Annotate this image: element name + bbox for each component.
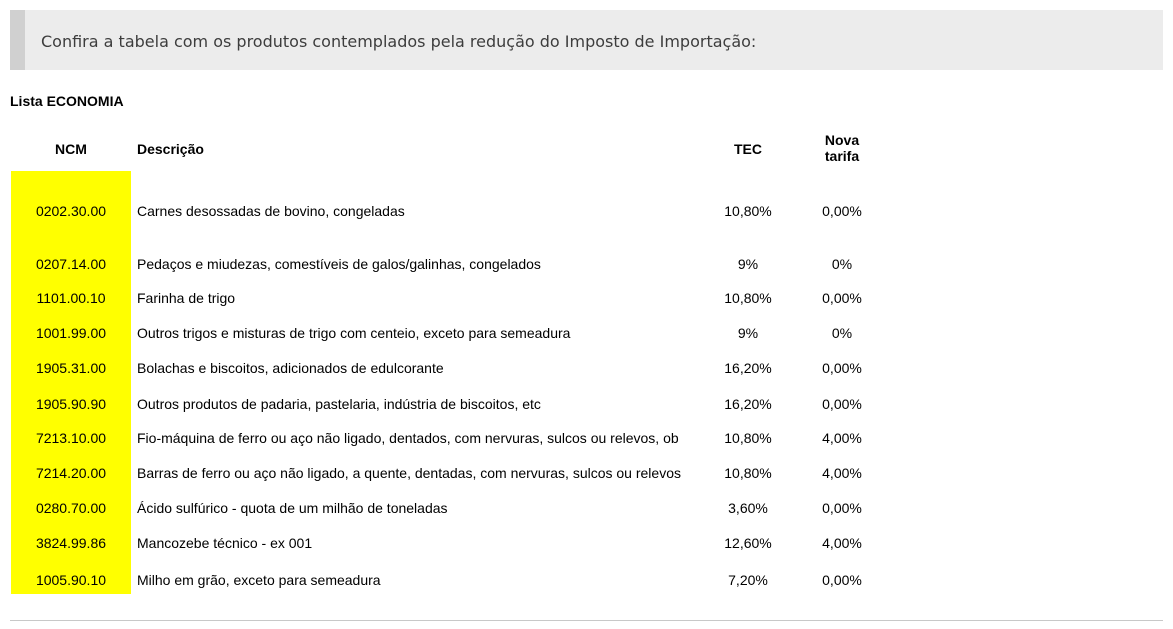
intro-callout-text: Confira a tabela com os produtos contemplados pela redução do Imposto de Importação: bbox=[41, 32, 757, 51]
cell-nova-tarifa: 4,00% bbox=[822, 430, 862, 446]
cell-descricao: Farinha de trigo bbox=[137, 290, 236, 306]
header-ncm: NCM bbox=[55, 141, 87, 157]
cell-nova-tarifa: 0,00% bbox=[822, 290, 862, 306]
cell-nova-tarifa: 4,00% bbox=[822, 535, 862, 551]
header-nova-tarifa bbox=[806, 132, 878, 164]
cell-nova-tarifa: 0,00% bbox=[822, 572, 862, 588]
cell-nova-tarifa: 0,00% bbox=[822, 500, 862, 516]
header-descricao: Descrição bbox=[137, 141, 204, 157]
cell-tec: 9% bbox=[737, 325, 759, 341]
cell-descricao: Outros produtos de padaria, pastelaria, indústria de biscoitos, etc bbox=[137, 396, 541, 412]
table-row bbox=[0, 288, 900, 308]
cell-ncm: 1101.00.10 bbox=[36, 290, 106, 306]
cell-tec: 10,80% bbox=[724, 290, 772, 306]
list-title: Lista ECONOMIA bbox=[10, 93, 124, 109]
cell-ncm: 1001.99.00 bbox=[35, 325, 107, 341]
cell-descricao: Mancozebe técnico - ex 001 bbox=[137, 535, 313, 551]
cell-nova-tarifa: 0% bbox=[831, 256, 853, 272]
cell-tec: 10,80% bbox=[724, 203, 772, 219]
cell-nova-tarifa: 0,00% bbox=[822, 396, 862, 412]
table-row bbox=[0, 254, 900, 274]
cell-descricao: Bolachas e biscoitos, adicionados de edulcorante bbox=[137, 360, 444, 376]
cell-nova-tarifa: 0% bbox=[831, 325, 853, 341]
cell-ncm: 0207.14.00 bbox=[35, 256, 107, 272]
cell-descricao: Carnes desossadas de bovino, congeladas bbox=[137, 203, 405, 219]
cell-ncm: 3824.99.86 bbox=[35, 535, 107, 551]
cell-descricao: Ácido sulfúrico - quota de um milhão de toneladas bbox=[137, 500, 448, 516]
cell-ncm: 7214.20.00 bbox=[35, 465, 107, 481]
cell-ncm: 1905.90.90 bbox=[35, 396, 107, 412]
table-row bbox=[0, 201, 900, 221]
cell-ncm: 1005.90.10 bbox=[35, 572, 107, 588]
bottom-divider bbox=[10, 620, 1163, 621]
cell-tec: 7,20% bbox=[728, 572, 768, 588]
table-row bbox=[0, 498, 900, 518]
table-row bbox=[0, 428, 900, 448]
cell-descricao: Milho em grão, exceto para semeadura bbox=[137, 572, 381, 588]
cell-tec: 16,20% bbox=[724, 360, 772, 376]
table-row bbox=[0, 323, 900, 343]
cell-descricao: Outros trigos e misturas de trigo com centeio, exceto para semeadura bbox=[137, 325, 571, 341]
table-row bbox=[0, 463, 900, 483]
cell-nova-tarifa: 0,00% bbox=[822, 360, 862, 376]
table-row bbox=[0, 394, 900, 414]
table-row bbox=[0, 570, 900, 590]
header-tec: TEC bbox=[734, 141, 762, 157]
table-row bbox=[0, 358, 900, 378]
cell-nova-tarifa: 4,00% bbox=[822, 465, 862, 481]
header-nova-line2: tarifa bbox=[824, 148, 860, 164]
cell-tec: 3,60% bbox=[728, 500, 768, 516]
cell-ncm: 1905.31.00 bbox=[35, 360, 107, 376]
cell-ncm: 7213.10.00 bbox=[35, 430, 107, 446]
cell-tec: 9% bbox=[737, 256, 759, 272]
cell-descricao: Barras de ferro ou aço não ligado, a quente, dentadas, com nervuras, sulcos ou relevos bbox=[137, 465, 681, 481]
cell-tec: 10,80% bbox=[724, 430, 772, 446]
cell-tec: 16,20% bbox=[724, 396, 772, 412]
table-row bbox=[0, 533, 900, 553]
cell-ncm: 0202.30.00 bbox=[35, 203, 107, 219]
cell-ncm: 0280.70.00 bbox=[35, 500, 107, 516]
cell-descricao: Fio-máquina de ferro ou aço não ligado, dentados, com nervuras, sulcos ou relevos, ob bbox=[137, 430, 679, 446]
cell-tec: 10,80% bbox=[724, 465, 772, 481]
cell-nova-tarifa: 0,00% bbox=[822, 203, 862, 219]
header-nova-line1: Nova bbox=[824, 132, 860, 148]
cell-descricao: Pedaços e miudezas, comestíveis de galos/galinhas, congelados bbox=[137, 256, 541, 272]
intro-callout bbox=[10, 10, 1163, 70]
ncm-column-highlight bbox=[11, 171, 131, 594]
cell-tec: 12,60% bbox=[724, 535, 772, 551]
